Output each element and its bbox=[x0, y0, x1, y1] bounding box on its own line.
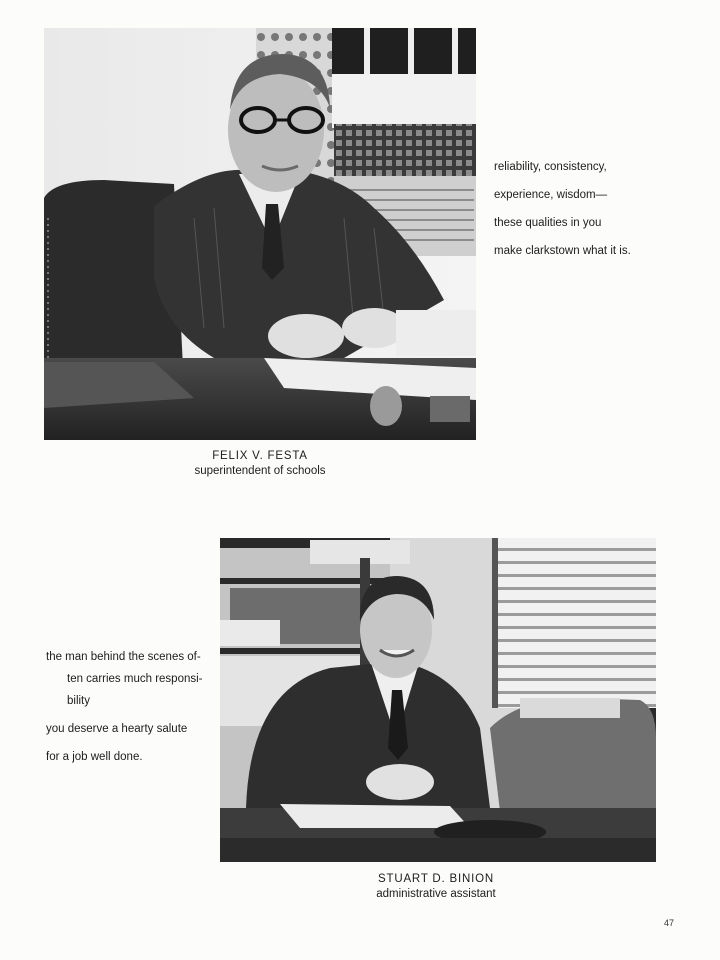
quote-line: these qualities in you bbox=[494, 217, 602, 229]
quote-administrative-assistant bbox=[46, 650, 226, 764]
photo-superintendent bbox=[44, 28, 476, 440]
quote-line: you deserve a hearty salute bbox=[46, 723, 188, 735]
caption-superintendent bbox=[170, 449, 350, 479]
quote-line: bility bbox=[67, 695, 91, 707]
person-title: superintendent of schools bbox=[194, 465, 326, 477]
quote-superintendent bbox=[494, 160, 704, 272]
person-title: administrative assistant bbox=[376, 888, 496, 900]
person-name: FELIX V. FESTA bbox=[212, 450, 308, 462]
quote-line: experience, wisdom— bbox=[494, 189, 608, 201]
quote-line: the man behind the scenes of- bbox=[46, 651, 201, 663]
quote-line: make clarkstown what it is. bbox=[494, 245, 631, 257]
portrait-photo-icon bbox=[220, 538, 656, 862]
portrait-photo-icon bbox=[44, 28, 476, 440]
quote-line: reliability, consistency, bbox=[494, 161, 607, 173]
caption-administrative-assistant bbox=[346, 872, 526, 902]
quote-line: ten carries much responsi- bbox=[67, 673, 203, 685]
photo-administrative-assistant bbox=[220, 538, 656, 862]
page-number: 47 bbox=[664, 918, 675, 928]
person-name: STUART D. BINION bbox=[378, 873, 494, 885]
quote-line: for a job well done. bbox=[46, 751, 143, 763]
